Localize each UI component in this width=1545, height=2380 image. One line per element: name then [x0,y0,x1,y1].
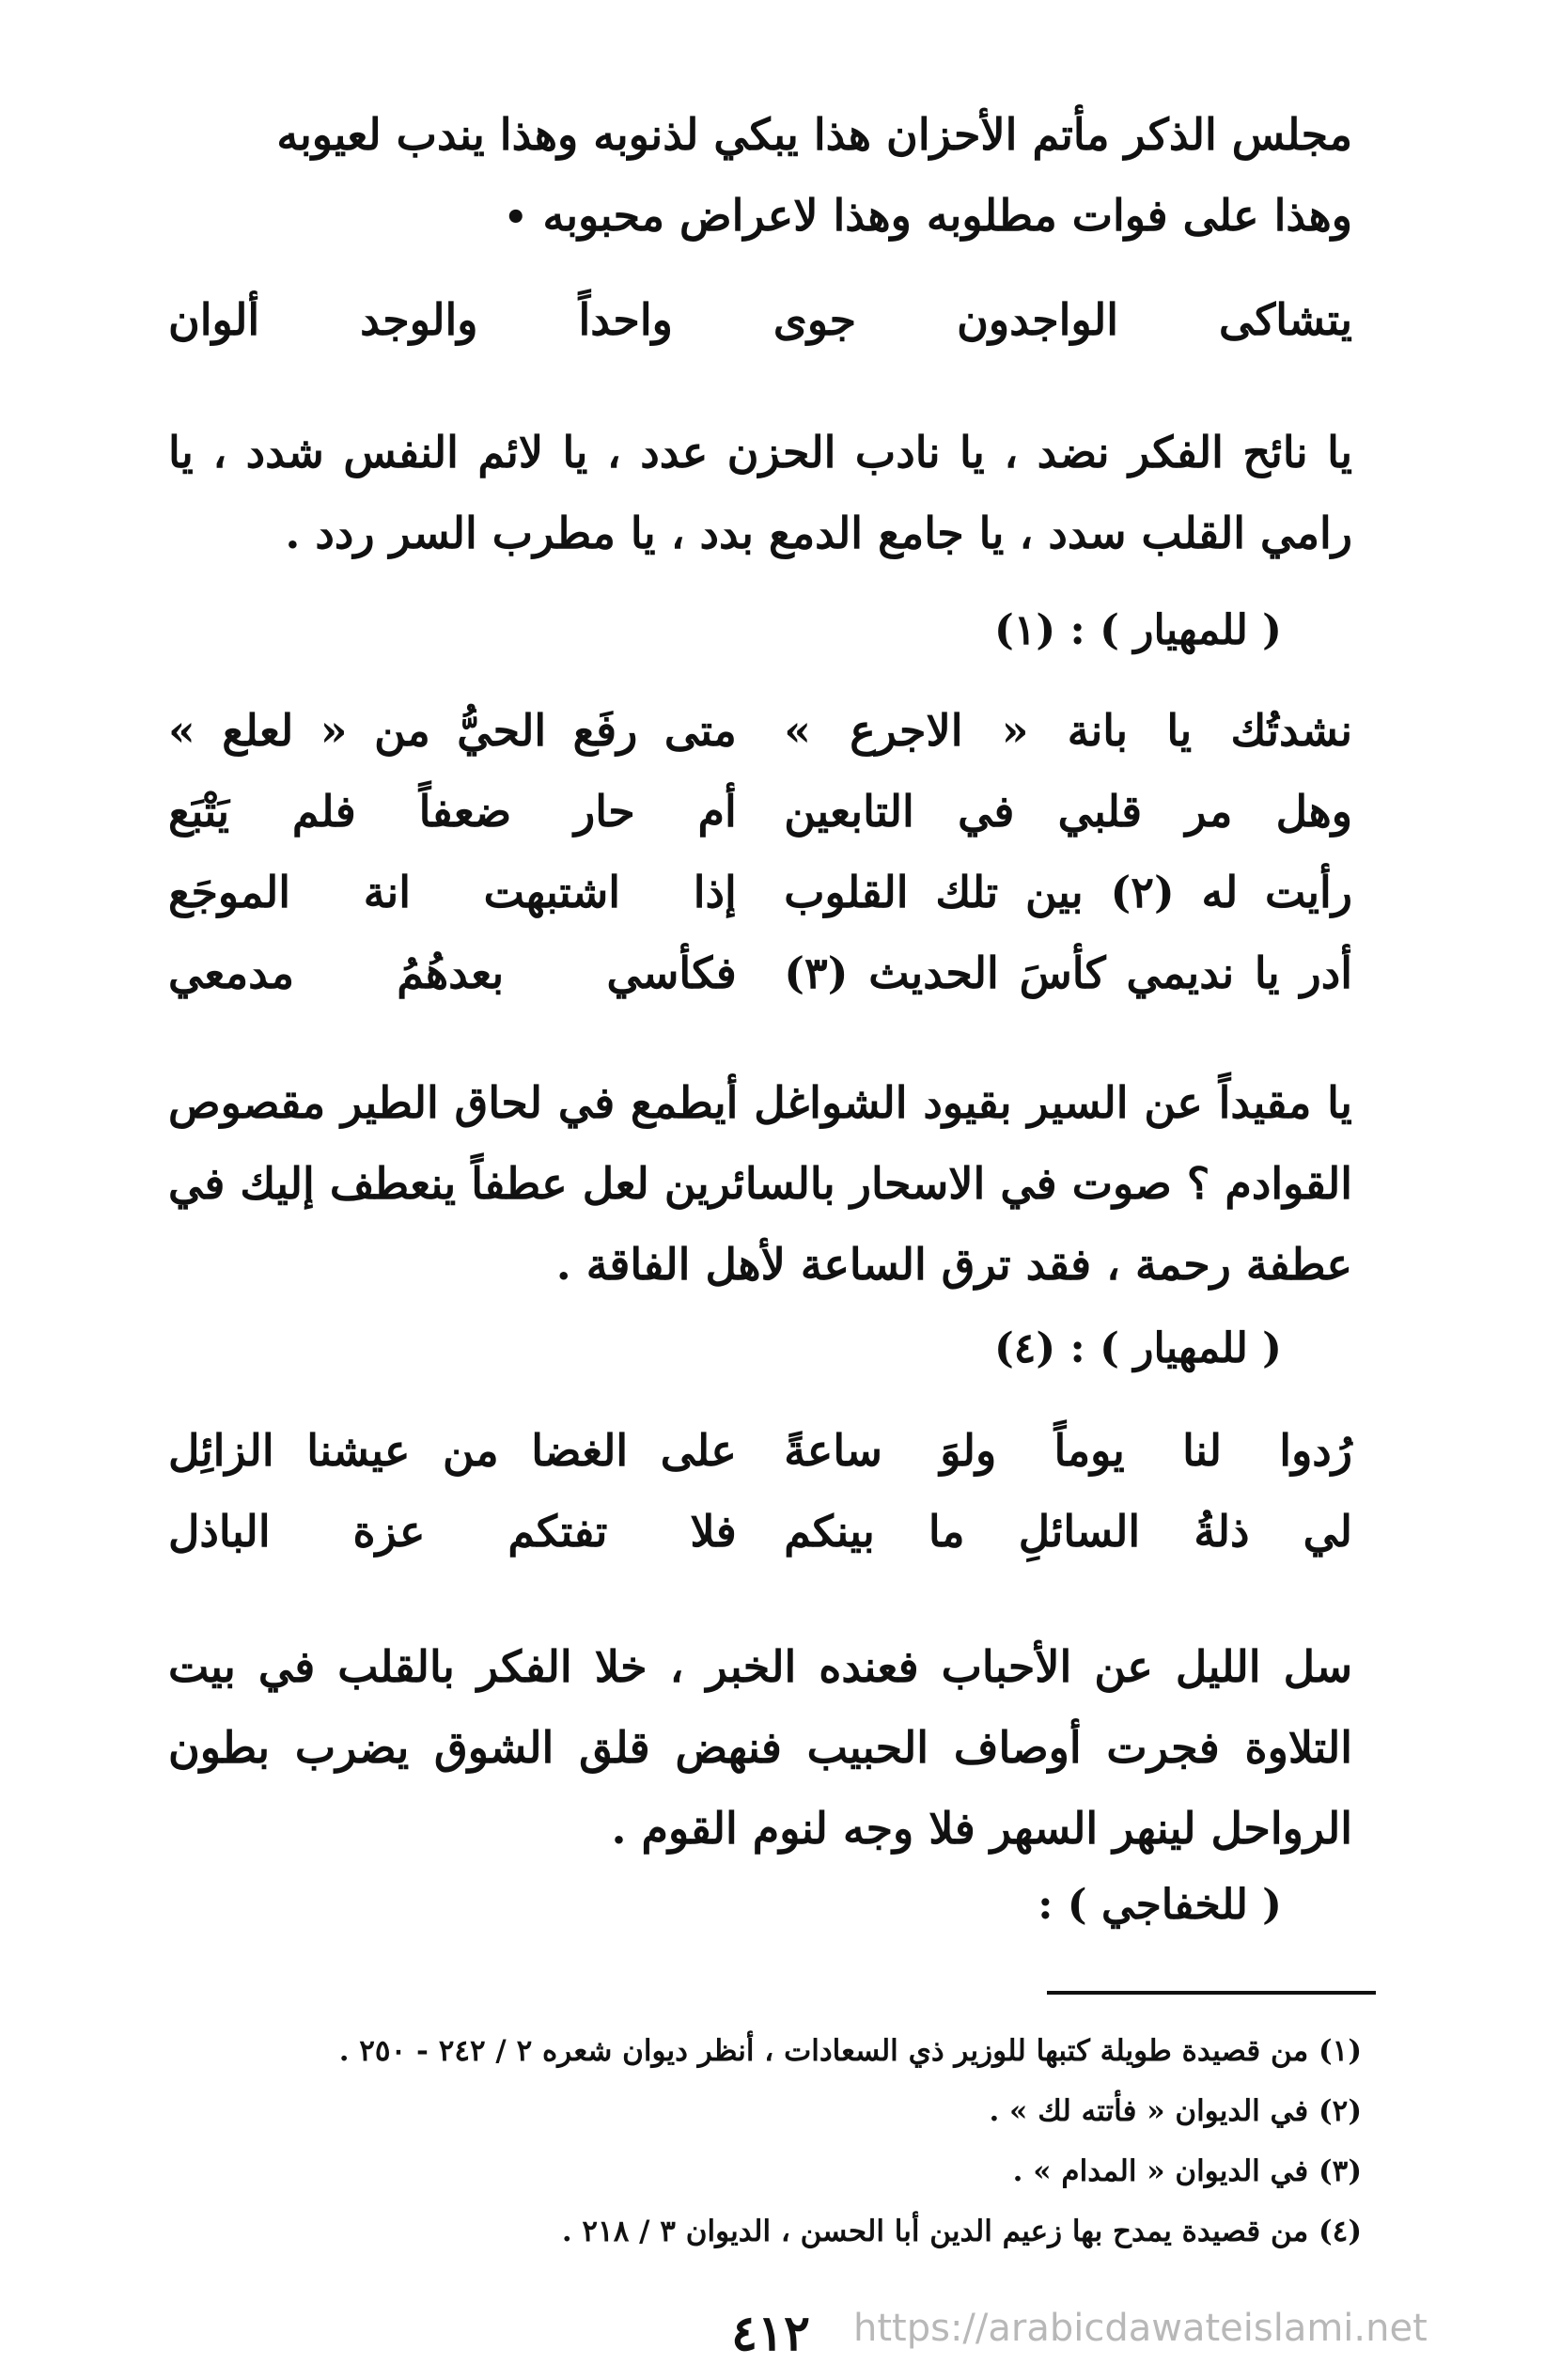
single-verse: يتشاكى الواجدون جوى واحداً والوجد ألوان [168,294,1352,345]
hemistich-right: رُدوا لنا يوماً ولوَ ساعةً [784,1425,1352,1476]
poem-1-verse-4 [168,932,1352,1013]
hemistich-left: فلا تفتكم عزة الباذل [168,1506,737,1557]
poem-1-verse-2 [168,771,1352,852]
hemistich-right: وهل مر قلبي في التابعين [784,786,1352,837]
poem-2-verse-2 [168,1491,1352,1572]
watermark-url: https://arabicdawateislami.net [853,2307,1428,2350]
hemistich-left: متى رفَع الحيُّ من « لعلع » [168,705,737,756]
paragraph-4: سل الليل عن الأحباب فعنده الخبر ، خلا الفكر بالقلب في بيت التلاوة فجرت أوصاف الحبيب فنهض قلق الشوق يضرب بطون الرواحل لينهر السهر فلا وجه لنوم القوم . [168,1641,1352,1854]
paragraph-2: يا نائح الفكر نضد ، يا نادب الحزن عدد ، يا لائم النفس شدد ، يا رامي القلب سدد ، يا جامع الدمع بدد ، يا مطرب السر ردد . [168,427,1352,558]
paragraph-3: يا مقيداً عن السير بقيود الشواغل أيطمع في لحاق الطير مقصوص القوادم ؟ صوت في الاسحار بالسائرين لعل عطفاً ينعطف إليك في عطفة رحمة ، فقد ترق الساعة لأهل الفاقة . [168,1077,1352,1290]
footnote-1: (١) من قصيدة طويلة كتبها للوزير ذي السعادات ، أنظر ديوان شعره ٢ / ٢٤٢ - ٢٥٠ . [338,2034,1362,2068]
hemistich-right: رأيت له (٢) بين تلك القلوب [784,867,1353,917]
paragraph-1 [168,94,1352,258]
paragraph-1-line-2 [168,175,1352,258]
attribution-khafaji: ( للخفاجي ) : [1038,1881,1282,1929]
end-mark: • [503,196,528,240]
poem-2-verse-1 [168,1410,1352,1491]
footnote-4: (٤) من قصيدة يمدح بها زعيم الدين أبا الحسن ، الديوان ٣ / ٢١٨ . [561,2215,1362,2248]
hemistich-left: فكأسي بعدهُمُ مدمعي [168,947,737,998]
paragraph-1-line-1: مجلس الذكر مأتم الأحزان هذا يبكي لذنوبه وهذا يندب لعيوبه [276,109,1352,160]
attribution-mihyar-1: ( للمهيار ) : (١) [993,606,1282,654]
hemistich-left: أم حار ضعفاً فلم يَتْبَع [168,786,737,837]
paragraph-1-line-2-text: وهذا على فوات مطلوبه وهذا لاعراض محبوبه [542,190,1352,241]
hemistich-left: إذا اشتبهت انة الموجَع [168,867,737,917]
poem-1-verse-1 [168,690,1352,771]
footnote-3: (٣) في الديوان « المدام » . [1012,2154,1362,2188]
footnote-divider [1047,1991,1376,1995]
page-number: ٤١٢ [731,2305,810,2362]
hemistich-right: أدر يا نديمي كأسَ الحديث (٣) [784,947,1352,998]
poem-1-verse-3 [168,852,1352,932]
poem-1 [168,690,1352,1013]
hemistich-left: على الغضا من عيشنا الزائِل [168,1425,737,1476]
footnotes [178,2021,1362,2262]
poem-2 [168,1410,1352,1572]
attribution-mihyar-2: ( للمهيار ) : (٤) [993,1324,1282,1372]
hemistich-right: نشدتُك يا بانة « الاجرع » [784,705,1352,756]
footnote-2: (٢) في الديوان « فأتته لك » . [989,2094,1362,2128]
hemistich-right: لي ذلةُ السائلِ ما بينكم [784,1506,1352,1557]
